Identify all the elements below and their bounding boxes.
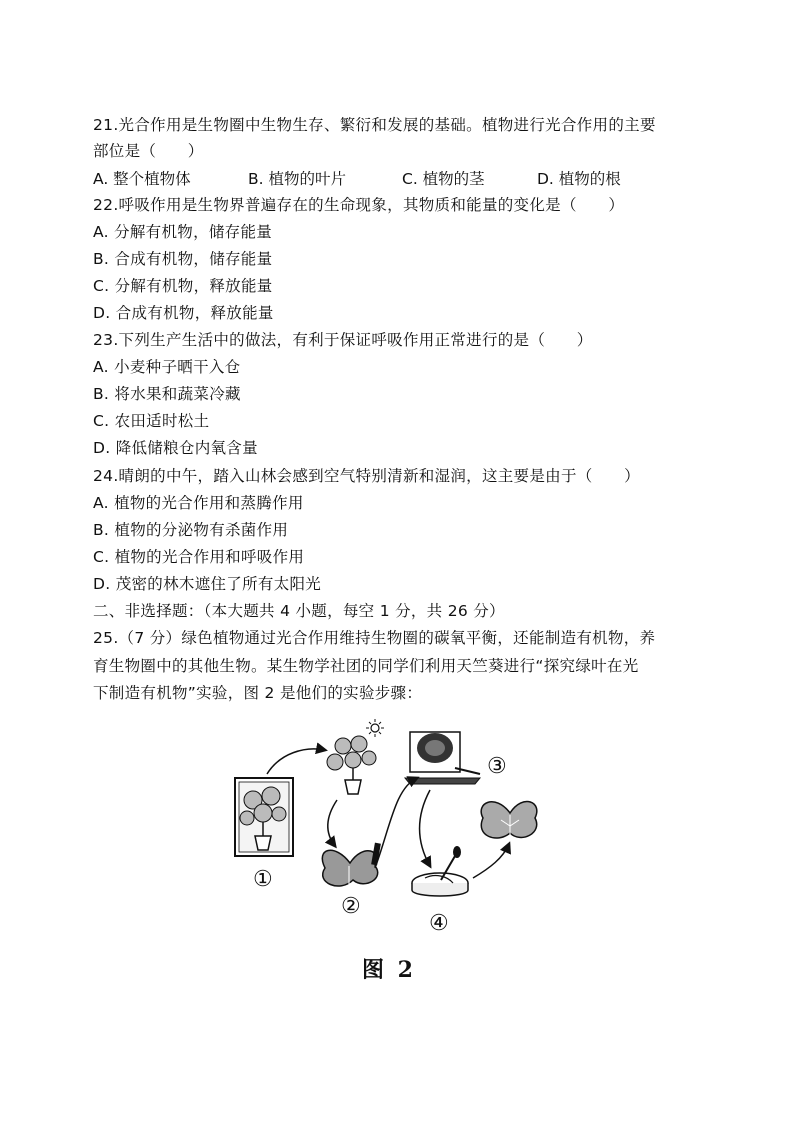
sunlit-plant-illustration — [327, 719, 384, 794]
q23-option-a: A. 小麦种子晒干入仓 — [93, 358, 241, 376]
q24-option-d: D. 茂密的林木遮住了所有太阳光 — [93, 575, 322, 593]
arrow-3-to-4 — [419, 790, 430, 866]
q22-option-a: A. 分解有机物，储存能量 — [93, 223, 273, 241]
q23-option-d: D. 降低储粮仓内氧含量 — [93, 439, 258, 457]
q22-option-d: D. 合成有机物，释放能量 — [93, 304, 274, 322]
figure-caption: 图 2 — [362, 957, 416, 983]
q23-option-c: C. 农田适时松土 — [93, 412, 210, 430]
petri-dish-dropper-illustration — [412, 846, 468, 896]
q21-stem-line1: 21.光合作用是生物圈中生物生存、繁衍和发展的基础。植物进行光合作用的主要 — [93, 116, 656, 134]
arrow-4-to-leaf — [473, 844, 509, 878]
q22-option-c: C. 分解有机物，释放能量 — [93, 277, 273, 295]
q23-option-b: B. 将水果和蔬菜冷藏 — [93, 385, 241, 403]
q21-option-d: D. 植物的根 — [537, 170, 621, 188]
step-2-label: ② — [341, 894, 361, 919]
q25-line1: 25.（7 分）绿色植物通过光合作用维持生物圈的碳氧平衡，还能制造有机物，养 — [93, 629, 656, 647]
q24-option-c: C. 植物的光合作用和呼吸作用 — [93, 548, 305, 566]
q24-stem: 24.晴朗的中午，踏入山林会感到空气特别清新和湿润，这主要是由于（ ） — [93, 467, 640, 485]
experiment-steps-figure — [225, 718, 545, 943]
q22-option-b: B. 合成有机物，储存能量 — [93, 250, 273, 268]
treated-leaf-illustration — [481, 802, 537, 839]
q21-option-b: B. 植物的叶片 — [248, 170, 346, 188]
q22-stem: 22.呼吸作用是生物界普遍存在的生命现象，其物质和能量的变化是（ ） — [93, 196, 625, 214]
step-3-label: ③ — [487, 754, 507, 779]
q23-stem: 23.下列生产生活中的做法，有利于保证呼吸作用正常进行的是（ ） — [93, 331, 593, 349]
step-4-label: ④ — [429, 911, 449, 936]
arrow-1-to-sun — [267, 749, 325, 774]
q24-option-a: A. 植物的光合作用和蒸腾作用 — [93, 494, 304, 512]
dark-box-plant-illustration — [235, 778, 293, 856]
q21-option-c: C. 植物的茎 — [402, 170, 485, 188]
q21-stem-line2: 部位是（ ） — [93, 142, 204, 160]
water-bath-apparatus-illustration — [405, 732, 480, 784]
section2-heading: 二、非选择题：（本大题共 4 小题，每空 1 分，共 26 分） — [93, 602, 505, 620]
q25-line3: 下制造有机物”实验，图 2 是他们的实验步骤： — [93, 684, 423, 702]
arrow-2-to-3 — [375, 778, 417, 868]
q24-option-b: B. 植物的分泌物有杀菌作用 — [93, 521, 289, 539]
arrow-sun-to-2 — [328, 800, 337, 846]
step-1-label: ① — [253, 867, 273, 892]
q21-option-a: A. 整个植物体 — [93, 170, 191, 188]
q25-line2: 育生物圈中的其他生物。某生物学社团的同学们利用天竺葵进行“探究绿叶在光 — [93, 657, 639, 675]
leaf-with-cover-illustration — [322, 843, 381, 886]
